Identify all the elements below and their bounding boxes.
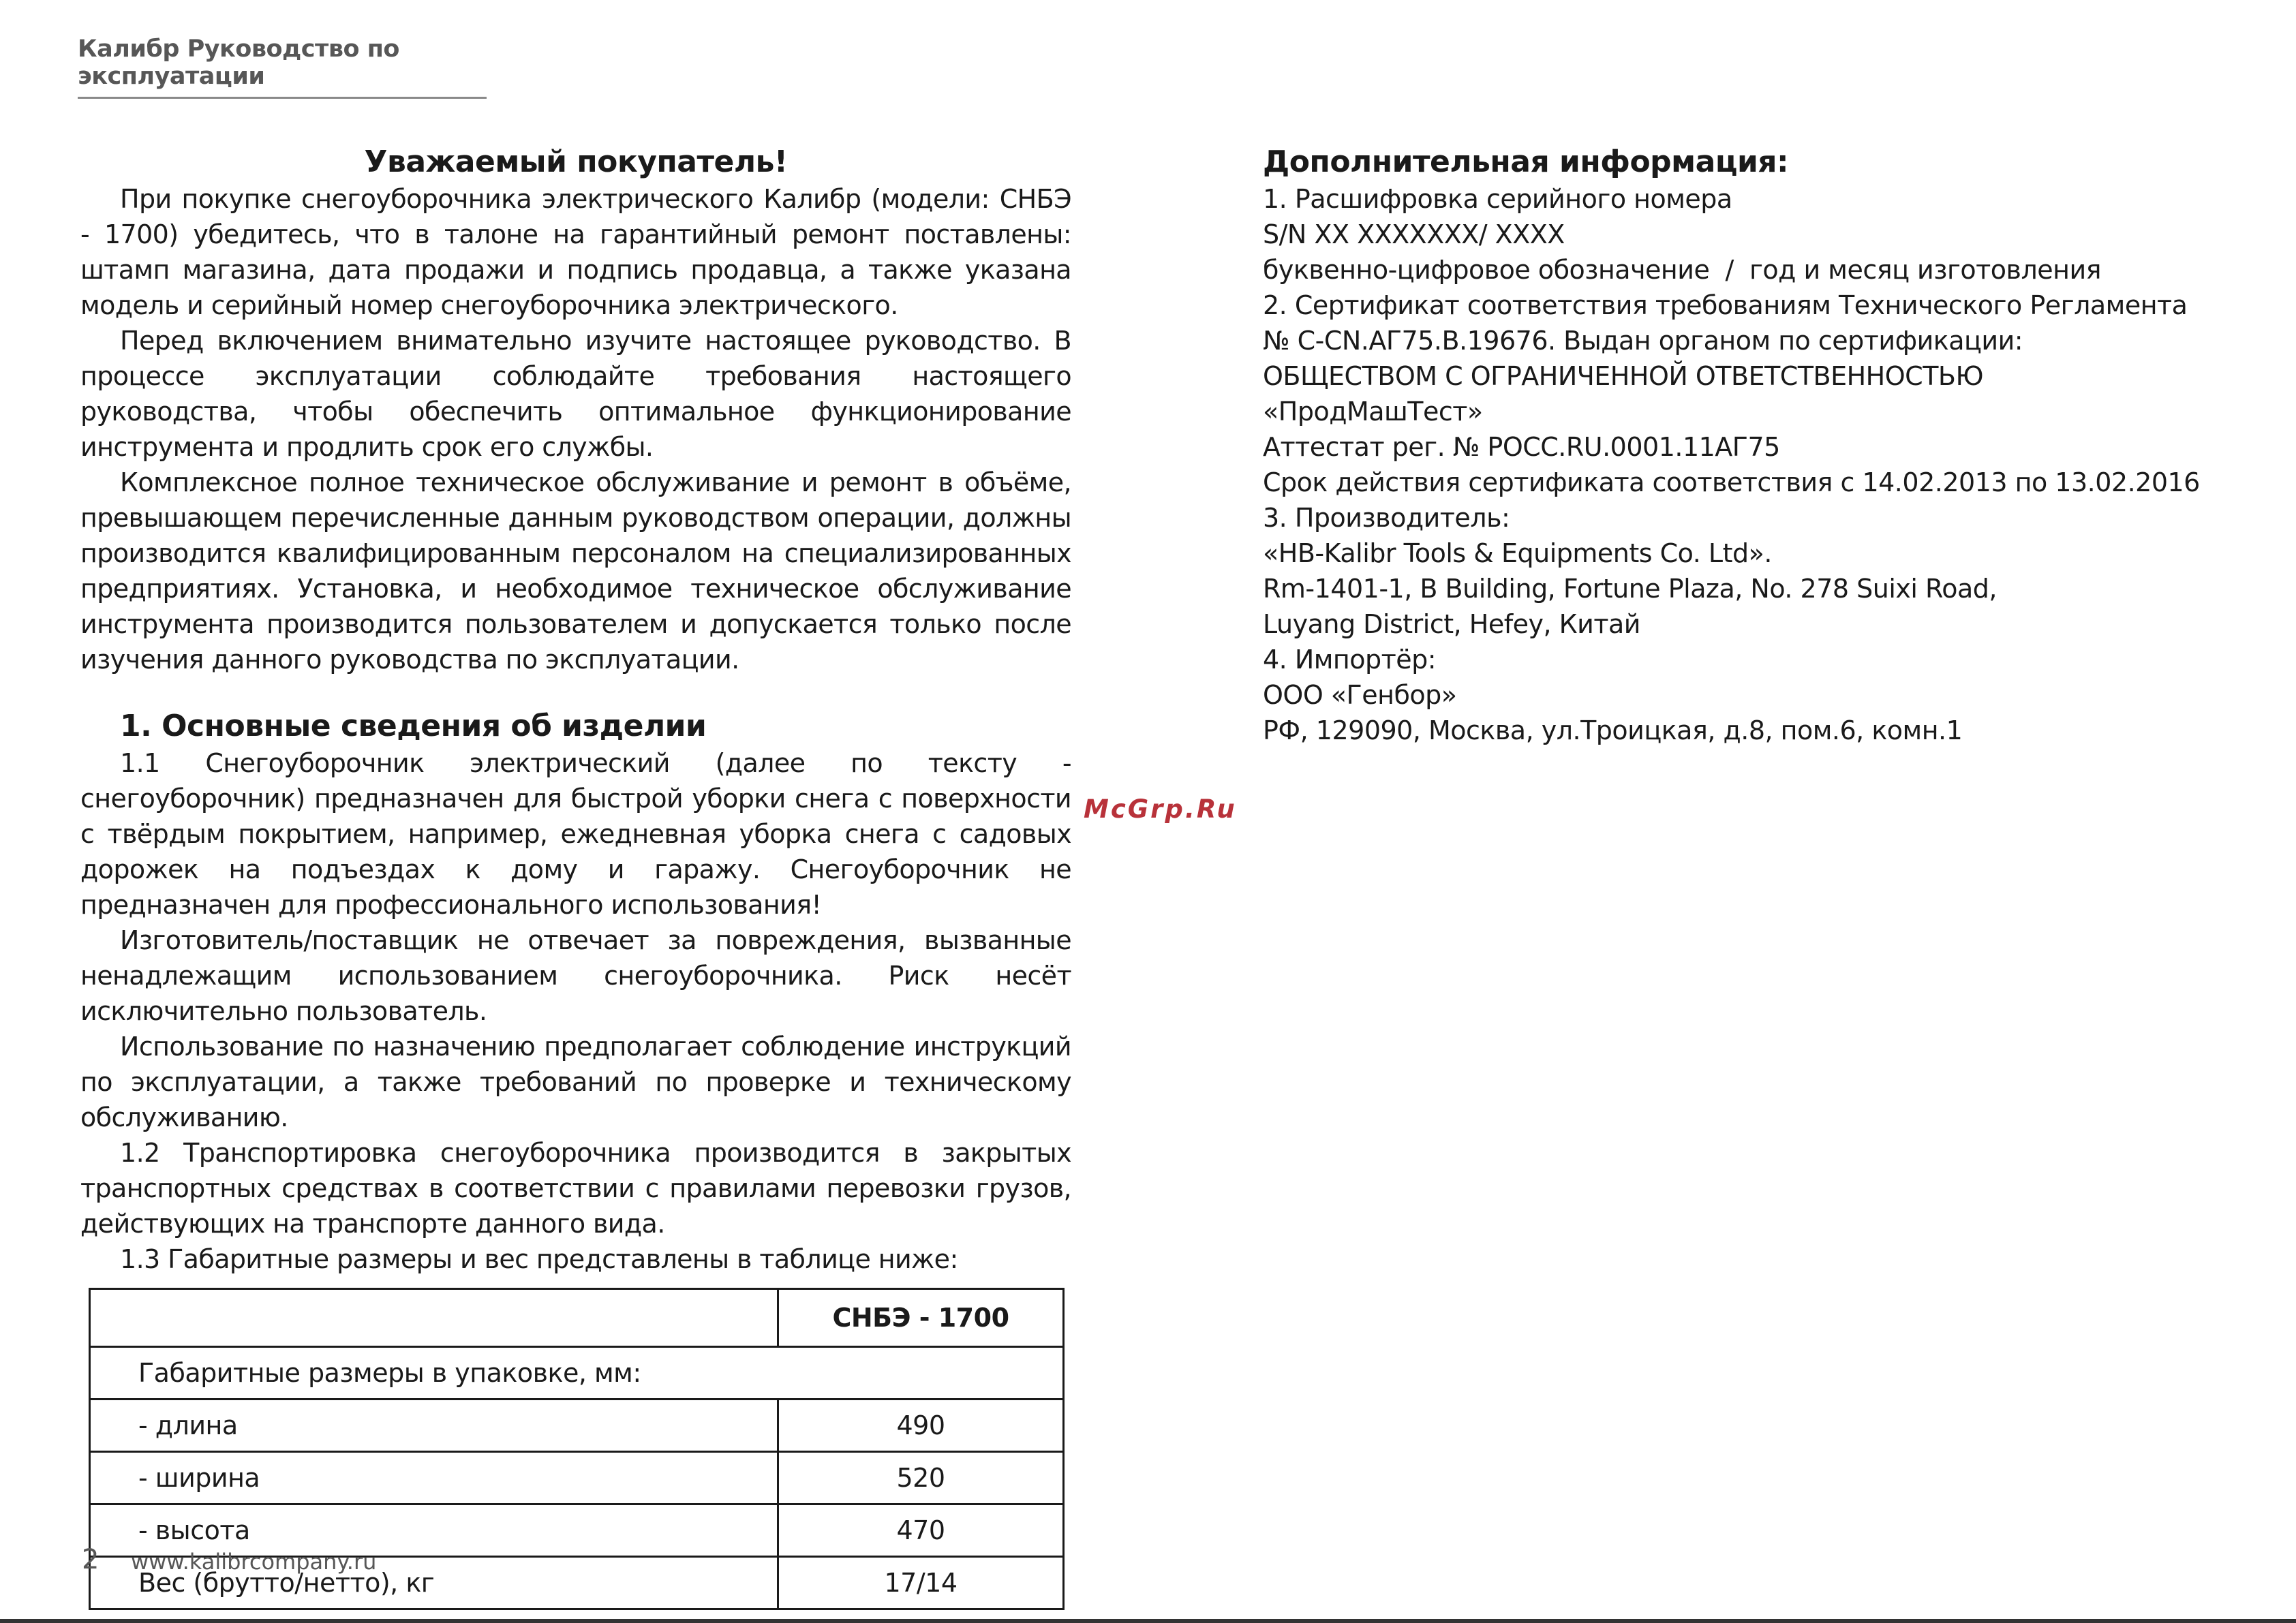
table-cell-value: 17/14: [778, 1557, 1064, 1609]
info-line: Rm-1401-1, B Building, Fortune Plaza, No. 278 Suixi Road,: [1263, 574, 1997, 604]
watermark-logo: McGrp.Ru: [1084, 794, 1237, 824]
table-header-row: [90, 1289, 1064, 1347]
intro-paragraph: Перед включением внимательно изучите настоящее руководство. В процессе эксплуатации соблюдайте требования настоящего руководства, чтобы обеспечить оптимальное функционирование инструмента и продлить срок его службы.: [80, 326, 1071, 462]
section-paragraph: 1.2 Транспортировка снегоуборочника производится в закрытых транспортных средствах в соответствии с правилами перевозки грузов, действующих на транспорте данного вида.: [80, 1138, 1071, 1239]
info-line: «ПродМашТест»: [1263, 397, 1483, 427]
table-cell-value: 470: [778, 1504, 1064, 1557]
info-line: Срок действия сертификата соответствия с 14.02.2013 по 13.02.2016: [1263, 467, 2200, 497]
table-group-label: Габаритные размеры в упаковке, мм:: [90, 1347, 1064, 1400]
table-cell-value: 520: [778, 1452, 1064, 1504]
table-cell-label: - высота: [90, 1504, 778, 1557]
intro-paragraph: При покупке снегоуборочника электрического Калибр (модели: СНБЭ - 1700) убедитесь, что в талоне на гарантийный ремонт поставлены: штамп магазина, дата продажи и подпись продавца, а также указана модель и серийный номер снегоуборочника электрического.: [80, 184, 1071, 320]
left-column: [80, 143, 1071, 1610]
info-line: 2. Сертификат соответствия требованиям Технического Регламента: [1263, 290, 2188, 320]
info-line: буквенно-цифровое обозначение / год и месяц изготовления: [1263, 255, 2102, 285]
footer-url: www.kalibrcompany.ru: [131, 1549, 377, 1575]
greeting-heading: Уважаемый покупатель!: [364, 144, 788, 179]
table-row: [90, 1400, 1064, 1452]
info-line: S/N XX XXXXXXX/ XXXX: [1263, 219, 1565, 249]
table-cell-label: - длина: [90, 1400, 778, 1452]
info-line: № C-CN.АГ75.В.19676. Выдан органом по сертификации:: [1263, 326, 2023, 356]
section-title: 1. Основные сведения об изделии: [120, 709, 707, 743]
info-line: ООО «Генбор»: [1263, 680, 1457, 710]
section-paragraph: 1.3 Габаритные размеры и вес представлены в таблице ниже:: [120, 1244, 958, 1274]
page-header-title: Калибр Руководство по эксплуатации: [78, 35, 487, 99]
info-line: ОБЩЕСТВОМ С ОГРАНИЧЕННОЙ ОТВЕТСТВЕННОСТЬЮ: [1263, 361, 1984, 391]
info-line: 3. Производитель:: [1263, 503, 1510, 533]
info-line: «HB-Kalibr Tools & Equipments Co. Ltd».: [1263, 538, 1772, 568]
info-line: 1. Расшифровка серийного номера: [1263, 184, 1732, 214]
info-line: 4. Импортёр:: [1263, 645, 1437, 675]
page-number: 2: [82, 1544, 100, 1575]
table-header-empty: [90, 1289, 778, 1347]
intro-paragraph: Комплексное полное техническое обслуживание и ремонт в объёме, превышающем перечисленные данным руководством операции, должны производится квалифицированным персоналом на специализированных предприятиях. Установка, и необходимое техническое обслуживание инструмента производится пользователем и допускается только после изучения данного руководства по эксплуатации.: [80, 467, 1071, 675]
table-header-model: СНБЭ - 1700: [778, 1289, 1064, 1347]
info-line: РФ, 129090, Москва, ул.Троицкая, д.8, пом.6, комн.1: [1263, 715, 1963, 745]
table-row: [90, 1452, 1064, 1504]
section-paragraph: Изготовитель/поставщик не отвечает за повреждения, вызванные ненадлежащим использованием снегоуборочника. Риск несёт исключительно пользователь.: [80, 925, 1071, 1026]
info-line: Аттестат рег. № РОСС.RU.0001.11АГ75: [1263, 432, 1780, 462]
additional-info-title: Дополнительная информация:: [1263, 144, 1789, 179]
table-cell-label: - ширина: [90, 1452, 778, 1504]
bottom-divider: [0, 1619, 2296, 1623]
info-line: Luyang District, Hefey, Китай: [1263, 609, 1640, 639]
table-cell-value: 490: [778, 1400, 1064, 1452]
section-paragraph: 1.1 Снегоуборочник электрический (далее по тексту - снегоуборочник) предназначен для быстрой уборки снега с поверхности с твёрдым покрытием, например, ежедневная уборка снега с садовых дорожек на подъездах к дому и гаражу. Снегоуборочник не предназначен для профессионального использования!: [80, 748, 1071, 920]
right-column: [1263, 143, 2251, 748]
section-paragraph: Использование по назначению предполагает соблюдение инструкций по эксплуатации, а также требований по проверке и техническому обслуживанию.: [80, 1032, 1071, 1132]
table-cell-label: Вес (брутто/нетто), кг: [90, 1557, 778, 1609]
table-row: [90, 1347, 1064, 1400]
